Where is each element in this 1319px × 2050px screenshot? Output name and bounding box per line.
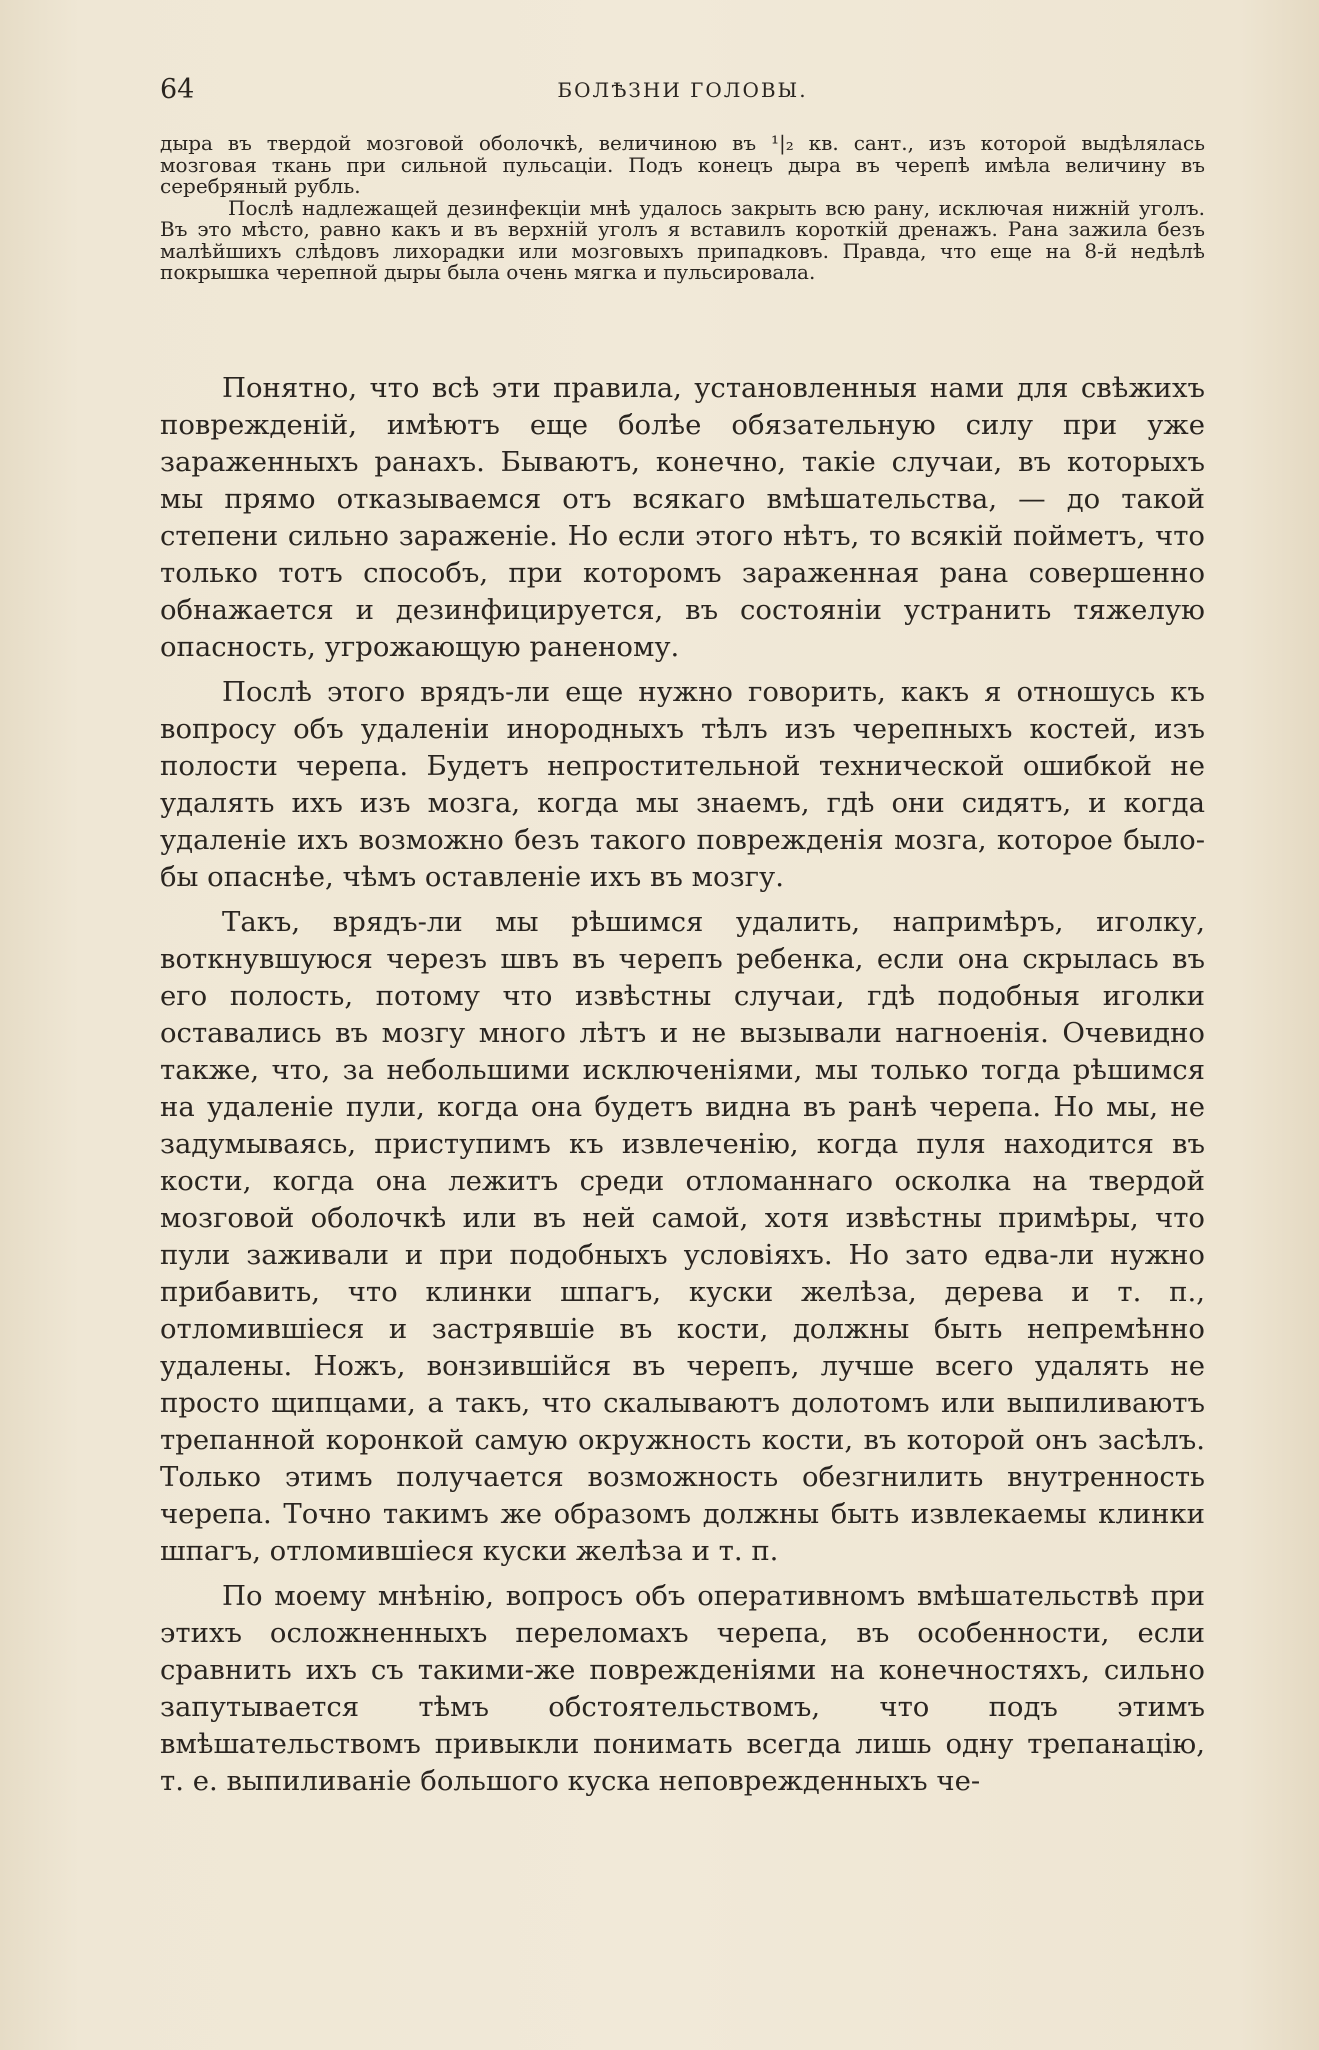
page-header	[160, 74, 1205, 114]
page-number: 64	[160, 74, 195, 105]
running-title: БОЛѢЗНИ ГОЛОВЫ.	[557, 78, 808, 102]
body-paragraph: Понятно, что всѣ эти правила, установленныя нами для свѣжихъ поврежденій, имѣютъ еще болѣе обязательную силу при уже зараженныхъ ранахъ. Бываютъ, конечно, такіе случаи, въ которыхъ мы прямо отказываемся отъ всякаго вмѣшательства, — до такой степени сильно зараженіе. Но если этого нѣтъ, то всякій пойметъ, что только тотъ способъ, при которомъ зараженная рана совершенно обнажается и дезинфицируется, въ состояніи устранить тяжелую опасность, угрожающую раненому.	[160, 372, 1205, 663]
note-paragraph: Послѣ надлежащей дезинфекціи мнѣ удалось закрыть всю рану, исключая нижній уголъ. Въ это мѣсто, равно какъ и въ верхній уголъ я вставилъ короткій дренажъ. Рана зажила безъ малѣйшихъ слѣдовъ лихорадки или мозговыхъ припадковъ. Правда, что еще на 8-й недѣлѣ покрышка черепной дыры была очень мягка и пульсировала.	[160, 195, 1205, 284]
note-paragraph: дыра въ твердой мозговой оболочкѣ, величиною въ ¹|₂ кв. сант., изъ которой выдѣлялась мозговая ткань при сильной пульсаціи. Подъ конецъ дыра въ черепѣ имѣла величину въ серебряный рубль.	[160, 131, 1205, 198]
body-paragraph: По моему мнѣнію, вопросъ объ оперативномъ вмѣшательствѣ при этихъ осложненныхъ переломахъ черепа, въ особенности, если сравнить ихъ съ такими-же поврежденіями на конечностяхъ, сильно запутывается тѣмъ обстоятельствомъ, что подъ этимъ вмѣшательствомъ привыкли понимать всегда лишь одну трепанацію, т. е. выпиливаніе большого куска неповрежденныхъ че-	[160, 1580, 1205, 1797]
main-text	[160, 370, 1205, 1808]
small-print-note	[160, 133, 1205, 284]
body-paragraph: Послѣ этого врядъ-ли еще нужно говорить, какъ я отношусь къ вопросу объ удаленіи инородныхъ тѣлъ изъ черепныхъ костей, изъ полости черепа. Будетъ непростительной технической ошибкой не удалять ихъ изъ мозга, когда мы знаемъ, гдѣ они сидятъ, и когда удаленіе ихъ возможно безъ такого поврежденія мозга, которое было-бы опаснѣе, чѣмъ оставленіе ихъ въ мозгу.	[160, 676, 1205, 893]
body-paragraph: Такъ, врядъ-ли мы рѣшимся удалить, напримѣръ, иголку, воткнувшуюся черезъ швъ въ черепъ ребенка, если она скрылась въ его полость, потому что извѣстны случаи, гдѣ подобныя иголки оставались въ мозгу много лѣтъ и не вызывали нагноенія. Очевидно также, что, за небольшими исключеніями, мы только тогда рѣшимся на удаленіе пули, когда она будетъ видна въ ранѣ черепа. Но мы, не задумываясь, приступимъ къ извлеченію, когда пуля находится въ кости, когда она лежитъ среди отломаннаго осколка на твердой мозговой оболочкѣ или въ ней самой, хотя извѣстны примѣры, что пули заживали и при подобныхъ условіяхъ. Но зато едва-ли нужно прибавить, что клинки шпагъ, куски желѣза, дерева и т. п., отломившіеся и застрявшіе въ кости, должны быть непремѣнно удалены. Ножъ, вонзившійся въ черепъ, лучше всего удалять не просто щипцами, а такъ, что скалываютъ долотомъ или выпиливаютъ трепанной коронкой самую окружность кости, въ которой онъ засѣлъ. Только этимъ получается возможность обезгнилить внутренность черепа. Точно такимъ же образомъ должны быть извлекаемы клинки шпагъ, отломившіеся куски желѣза и т. п.	[160, 906, 1205, 1567]
